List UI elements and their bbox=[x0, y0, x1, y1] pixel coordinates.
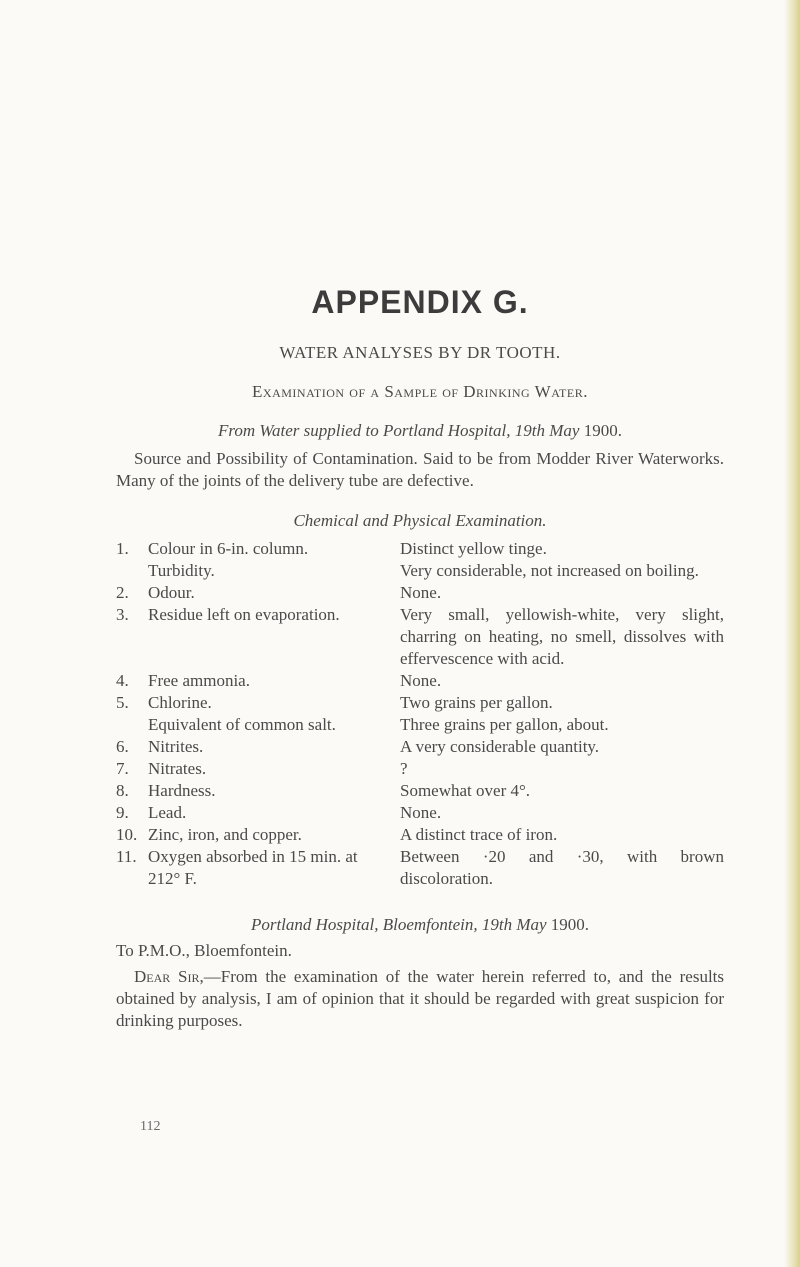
letter-body bbox=[116, 966, 724, 1032]
result-value: Very small, yellowish-white, very slight, charring on heating, no smell, dissolves with effervescence with acid. bbox=[400, 605, 724, 668]
result-row bbox=[116, 780, 724, 802]
result-number: 4. bbox=[116, 671, 129, 690]
closing-date-line bbox=[116, 914, 724, 936]
result-value: None. bbox=[400, 803, 442, 822]
result-row bbox=[116, 714, 724, 736]
result-value: Three grains per gallon, about. bbox=[400, 715, 609, 734]
appendix-heading: APPENDIX G. bbox=[311, 284, 529, 320]
result-test: Free ammonia. bbox=[148, 671, 250, 690]
result-test: Zinc, iron, and copper. bbox=[148, 825, 302, 844]
addressee-line: To P.M.O., Bloemfontein. bbox=[116, 941, 292, 960]
source-prefix: From Water supplied to Portland Hospital, bbox=[218, 421, 511, 440]
result-test: Equivalent of common salt. bbox=[148, 715, 336, 734]
intro-paragraph: Source and Possibility of Contamination. Said to be from Modder River Waterworks. Many of the joints of the delivery tube are defective. bbox=[116, 449, 724, 490]
result-number: 5. bbox=[116, 693, 129, 712]
result-test: Turbidity. bbox=[148, 561, 215, 580]
result-row bbox=[116, 824, 724, 846]
result-row bbox=[116, 802, 724, 824]
source-month: May bbox=[549, 421, 580, 440]
result-number: 9. bbox=[116, 803, 129, 822]
result-test: Oxygen absorbed in 15 min. at 212° F. bbox=[148, 847, 358, 888]
result-value: Distinct yellow tinge. bbox=[400, 539, 547, 558]
letter-text: —From the examination of the water herein referred to, and the results obtained by analysis, I am of opinion that it should be regarded with great suspicion for drinking purposes. bbox=[116, 967, 725, 1030]
result-test: Nitrites. bbox=[148, 737, 204, 756]
result-value: ? bbox=[400, 759, 408, 778]
result-test: Lead. bbox=[148, 803, 187, 822]
result-row bbox=[116, 560, 724, 582]
results-list bbox=[116, 538, 724, 890]
result-test: Hardness. bbox=[148, 781, 216, 800]
source-year: 1900. bbox=[583, 421, 622, 440]
result-test: Chlorine. bbox=[148, 693, 212, 712]
result-row bbox=[116, 736, 724, 758]
result-row bbox=[116, 846, 724, 890]
result-row bbox=[116, 538, 724, 560]
result-value: None. bbox=[400, 583, 442, 602]
result-number: 1. bbox=[116, 539, 129, 558]
result-number: 10. bbox=[116, 825, 138, 844]
result-number: 8. bbox=[116, 781, 129, 800]
subheading: WATER ANALYSES BY DR TOOTH. bbox=[279, 343, 561, 362]
result-number: 6. bbox=[116, 737, 129, 756]
section-title: Examination of a Sample of Drinking Water. bbox=[252, 382, 588, 401]
result-value: A very considerable quantity. bbox=[400, 737, 600, 756]
result-row bbox=[116, 692, 724, 714]
closing-place: Portland Hospital, Bloemfontein, bbox=[250, 915, 478, 934]
result-number: 2. bbox=[116, 583, 129, 602]
result-number: 3. bbox=[116, 605, 129, 624]
result-row bbox=[116, 582, 724, 604]
result-row bbox=[116, 670, 724, 692]
result-value: Somewhat over 4°. bbox=[400, 781, 531, 800]
result-value: Very considerable, not increased on boiling. bbox=[400, 561, 699, 580]
result-row bbox=[116, 758, 724, 780]
page-edge-shading bbox=[784, 0, 800, 1267]
result-test: Colour in 6-in. column. bbox=[148, 539, 309, 558]
result-test: Residue left on evaporation. bbox=[148, 605, 340, 624]
result-value: Two grains per gallon. bbox=[400, 693, 553, 712]
result-number: 11. bbox=[116, 847, 137, 866]
closing-year: 1900. bbox=[550, 915, 590, 934]
source-day: 19th bbox=[514, 421, 545, 440]
page-content bbox=[116, 284, 724, 1032]
result-value: Between ·20 and ·30, with brown discoloration. bbox=[400, 847, 724, 888]
salutation: Dear Sir, bbox=[134, 967, 204, 986]
exam-heading: Chemical and Physical Examination. bbox=[293, 511, 547, 530]
result-test: Nitrates. bbox=[148, 759, 207, 778]
result-row bbox=[116, 604, 724, 670]
page-number: 112 bbox=[140, 1119, 161, 1134]
result-number: 7. bbox=[116, 759, 129, 778]
result-value: A distinct trace of iron. bbox=[400, 825, 558, 844]
closing-day: 19th May bbox=[481, 915, 547, 934]
result-test: Odour. bbox=[148, 583, 195, 602]
source-line bbox=[116, 420, 724, 442]
result-value: None. bbox=[400, 671, 442, 690]
